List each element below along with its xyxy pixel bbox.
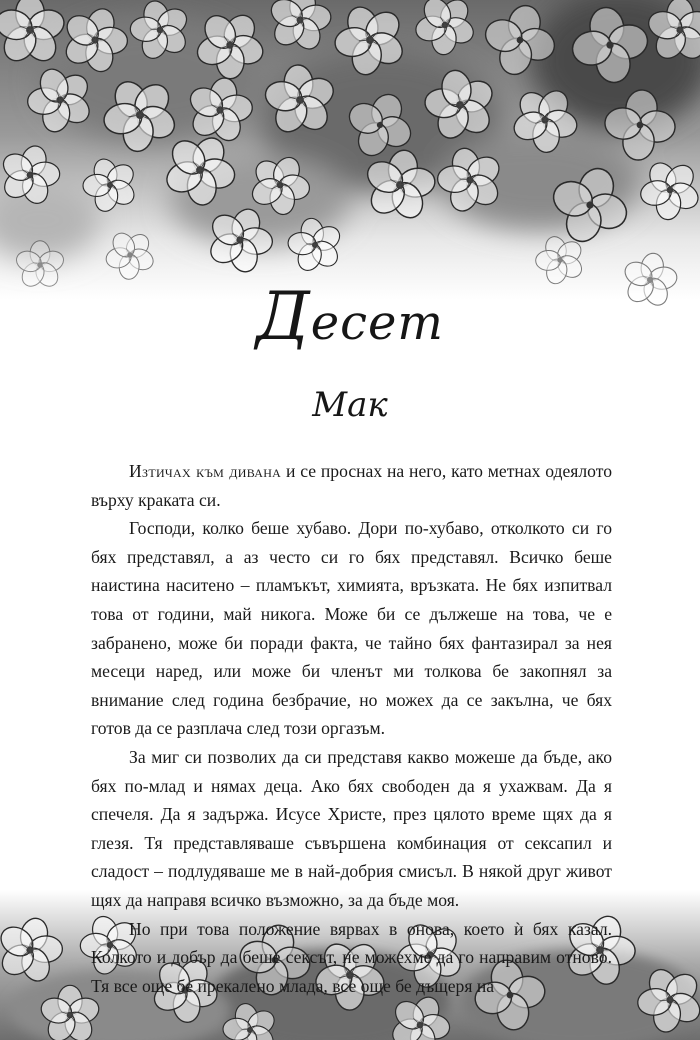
- paragraph: За миг си позволих да си представя какво можеше да бъде, ако бях по-млад и нямах деца. Ако бях свободен да я ухажвам. Да я спечеля. Да я задържа. Исусе Христе, през цялото време щях да я глезя. Тя представляваше съвършена комбинация от сексапил и сладост – подлудяваше ме в най-добрия смисъл. В някой друг живот щях да направя всичко възможно, за да бъде моя.: [91, 746, 612, 910]
- paragraph-lead-in: Изтичах към дивана: [129, 461, 282, 481]
- chapter-title: [0, 278, 700, 355]
- chapter-title-rest: есет: [310, 295, 444, 351]
- paragraph-text: и се проснах на него, като метнах одеялото върху краката си.: [91, 461, 612, 510]
- chapter-title-initial: Д: [256, 278, 311, 355]
- paragraph: Господи, колко беше хубаво. Дори по-хубаво, отколкото си го бях представял, а аз често си го бях представял. Всичко беше наистина наситено – пламъкът, химията, връзката. Не бях изпитвал това от години, май никога. Може би се дължеше на това, че е забранено, може би поради факта, че тайно бях фантазирал за нея месеци наред, или може би членът ми толкова бе закопнял за внимание след година безбрачие, но можех да се закълна, че бях готов да се разплача след този оргазъм.: [91, 518, 612, 739]
- paragraph: [91, 457, 612, 514]
- pov-character-name: Мак: [312, 385, 388, 425]
- paragraph: Но при това положение вярвах в онова, което ѝ бях казал. Колкото и добър да беше сексът, не можехме да го направим отново. Тя все още бе прекалено млада, все още бе дъщеря на: [91, 918, 612, 996]
- chapter-body: [91, 457, 612, 1000]
